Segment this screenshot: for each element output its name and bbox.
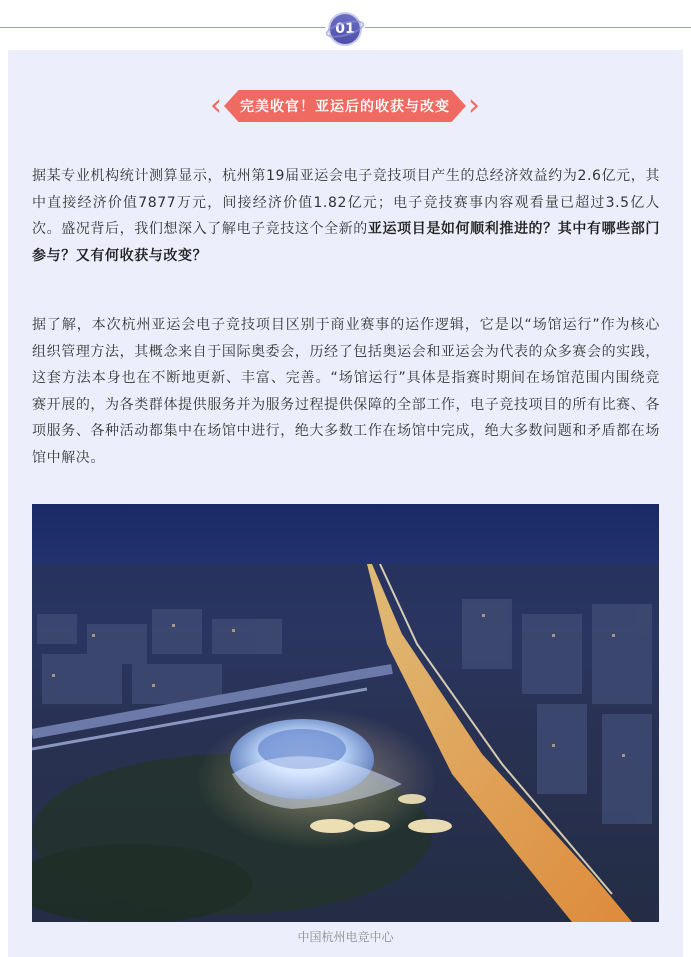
- paragraph-intro: [32, 163, 660, 269]
- section-title-banner: [210, 90, 480, 122]
- night-city-aerial-image: [32, 504, 659, 922]
- paragraph-venue-operation: 据了解，本次杭州亚运会电子竞技项目区别于商业赛事的运作逻辑，它是以“场馆运行”作为核心组织管理方法，其概念来自于国际奥委会，历经了包括奥运会和亚运会为代表的众多赛会的实践，这套方法本身也在不断地更新、丰富、完善。“场馆运行”具体是指赛时期间在场馆范围内围绕竞赛开展的，为各类群体提供服务并为服务过程提供保障的全部工作，电子竞技项目的所有比赛、各项服务、各种活动都集中在场馆中进行，绝大多数工作在场馆中完成，绝大多数问题和矛盾都在场馆中解决。: [32, 317, 660, 466]
- chevron-left-icon: ‹: [210, 88, 222, 123]
- section-number: 01: [330, 14, 360, 44]
- esports-center-photo: [32, 504, 659, 922]
- section-number-badge: [325, 9, 365, 49]
- section-title: 完美收官！亚运后的收获与改变: [240, 99, 450, 115]
- chevron-right-icon: ›: [468, 88, 480, 123]
- photo-caption: 中国杭州电竞中心: [297, 930, 394, 944]
- paragraph-intro-bold: 亚运项目是如何顺利推进的？其中有哪些部门参与？又有何收获与改变？: [32, 221, 660, 264]
- paragraph-intro-text: 据某专业机构统计测算显示，杭州第19届亚运会电子竞技项目产生的总经济效益约为2.6亿元，其中直接经济价值7877万元，间接经济价值1.82亿元；电子竞技赛事内容观看量已超过3.5亿人次。盛况背后，我们想深入了解电子竞技这个全新的: [32, 168, 660, 237]
